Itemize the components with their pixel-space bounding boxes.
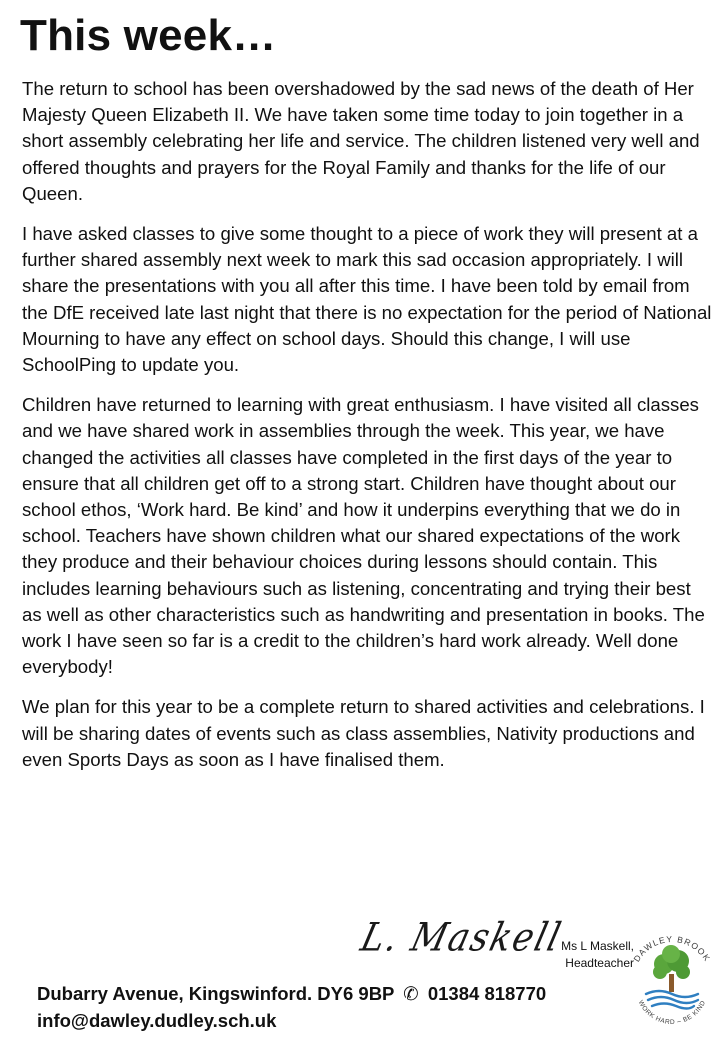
tree-icon — [653, 945, 690, 992]
school-email: info@dawley.dudley.sch.uk — [37, 1010, 277, 1031]
signatory — [556, 938, 634, 972]
paragraph: The return to school has been overshadowed by the sad news of the death of Her Majesty Queen Elizabeth II. We have taken some time today to join together in a short assembly celebrating her life and service. The children listened very well and offered thoughts and prayers for the Royal Family and thanks for the life of our Queen. — [22, 78, 700, 204]
school-address: Dubarry Avenue, Kingswinford. DY6 9BP — [37, 983, 395, 1004]
paragraph: I have asked classes to give some thought to a piece of work they will present at a further shared assembly next week to mark this sad occasion appropriately. I will share the presentations with you all after this time. I have been told by email from the DfE received late last night that there is no expectation for the period of National Mourning to have any effect on school days. Should this change, I will use SchoolPing to update you. — [22, 223, 712, 376]
logo-top-text: DAWLEY BROOK — [631, 933, 713, 964]
phone-icon: ✆ — [403, 983, 419, 1004]
school-logo — [626, 918, 718, 1038]
contact-block — [37, 980, 546, 1034]
phone-number: 01384 818770 — [427, 983, 547, 1004]
logo-motto-text: WORK HARD – BE KIND — [636, 999, 708, 1027]
handwritten-signature: L. Maskell — [356, 915, 567, 961]
address-line — [37, 980, 546, 1007]
paragraph: Children have returned to learning with great enthusiasm. I have visited all classes and we have shared work in assemblies through the week. This year, we have changed the activities all classes have completed in the first days of the year to ensure that all children get off to a strong start. Children have thought about our school ethos, ‘Work hard. Be kind’ and how it underpins everything that we do in school. Teachers have shown children what our shared expectations of the work they produce and their behaviour choices during lessons should contain. This includes learning behaviours such as listening, concentrating and trying their best as well as other characteristics such as handwriting and presentation in books. The work I have seen so far is a credit to the children’s hard work already. Well done everybody! — [22, 394, 705, 678]
newsletter-body — [22, 76, 712, 787]
signatory-role: Headteacher — [565, 956, 634, 970]
page-title: This week… — [20, 11, 277, 60]
signatory-name: Ms L Maskell, — [561, 939, 634, 953]
water-waves-icon — [646, 991, 698, 1009]
paragraph: We plan for this year to be a complete return to shared activities and celebrations. I will be sharing dates of events such as class assemblies, Nativity productions and even Sports Days as soon as I have finalised them. — [22, 696, 705, 770]
